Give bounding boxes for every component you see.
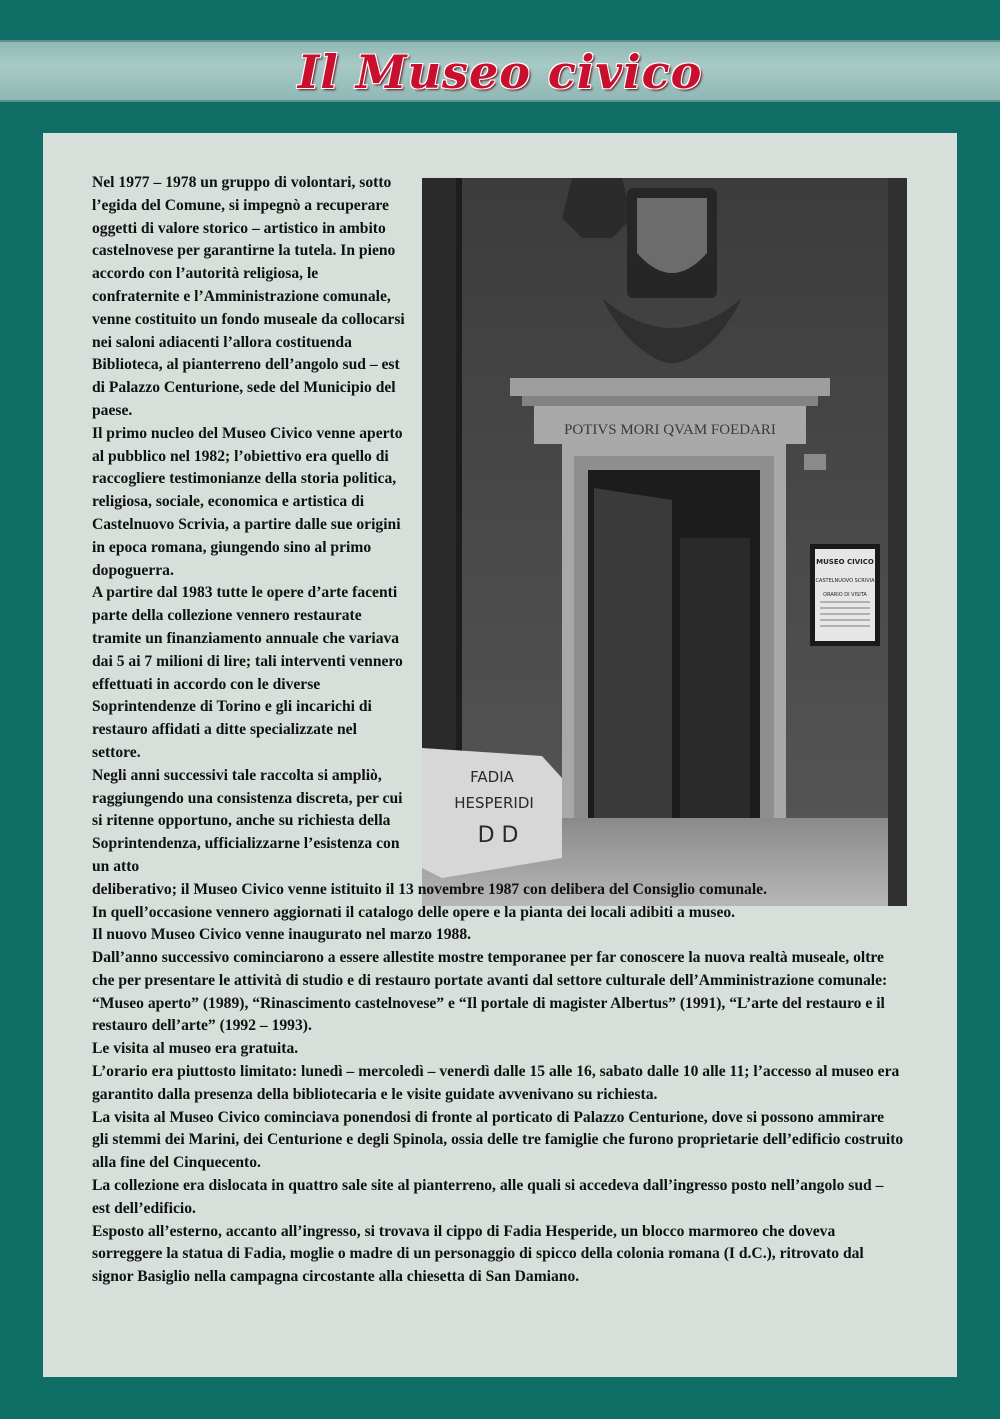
paragraph-8: Dall’anno successivo cominciarono a essere allestite mostre temporanee per far conoscere la nuova realtà museale, oltre che per presentare le attività di studio e di restauro portate avanti dal settore culturale dell’Amministrazione comunale: “Museo aperto” (1989), “Rinascimento castelnovese” e “Il portale di magister Albertus” (1991), “L’arte del restauro e il restauro dell’arte” (1992 – 1993). (92, 949, 888, 1035)
paragraph-11: La visita al Museo Civico cominciava ponendosi di fronte al porticato di Palazzo Centurione, dove si possono ammirare gli stemmi dei Marini, dei Centurione e degli Spinola, ossia delle tre famiglie che furono proprietarie dell’edificio costruito alla fine del Cinquecento. (92, 1108, 904, 1172)
paragraph-12: La collezione era dislocata in quattro sale site al pianterreno, alle quali si accedeva dall’ingresso posto nell’angolo sud – est dell’edificio. (92, 1177, 884, 1217)
door-inscription: POTIVS MORI QVAM FOEDARI (564, 422, 776, 438)
paragraph-1: Nel 1977 – 1978 un gruppo di volontari, sotto l’egida del Comune, si impegnò a recuperare oggetti di valore storico – artistico in ambito castelnovese per garantirne la tutela. In pieno accordo con l’autorità religiosa, le confraternite e l’Amministrazione comunale, venne costituito un fondo museale da collocarsi nei saloni adiacenti l’allora costituenda Biblioteca, al pianterreno dell’angolo sud – est di Palazzo Centurione, sede del Municipio del paese. (92, 174, 405, 419)
paragraph-3: A partire dal 1983 tutte le opere d’arte facenti parte della collezione vennero restaurate tramite un finanziamento annuale che variava dai 5 ai 7 milioni di lire; tali interventi vennero effettuati in accordo con le diverse Soprintendenze di Torino e gli incarichi di restauro affidati a ditte specializzate nel settore. (92, 584, 403, 761)
paragraph-10: L’orario era piuttosto limitato: lunedì – mercoledì – venerdì dalle 15 alle 16, sabato dalle 10 alle 11; l’accesso al museo era garantito dalla presenza della bibliotecaria e le visite guidate avvenivano su richiesta. (92, 1063, 900, 1103)
sign-hours: ORARIO DI VISITA (823, 592, 867, 598)
stone-line-1: FADIA (470, 768, 514, 786)
top-band (0, 0, 1000, 40)
paragraph-5: deliberativo; il Museo Civico venne istituito il 13 novembre 1987 con delibera del Consiglio comunale. (92, 880, 767, 898)
paragraph-2: Il primo nucleo del Museo Civico venne aperto al pubblico nel 1982; l’obiettivo era quello di raccogliere testimonianze della storia politica, religiosa, sociale, economica e artistica di Castelnuovo Scrivia, a partire dalle sue origini in epoca romana, giungendo sino al primo dopoguerra. (92, 424, 403, 579)
paragraph-13: Esposto all’esterno, accanto all’ingresso, si trovava il cippo di Fadia Hesperide, un blocco marmoreo che doveva sorreggere la statua di Fadia, moglie o madre di un personaggio di spicco della colonia romana (I d.C.), ritrovato dal signor Basiglio nella campagna circostante alla chiesetta di San Damiano. (92, 1222, 864, 1286)
stone-line-2: HESPERIDI (454, 794, 534, 812)
paragraph-4: Negli anni successivi tale raccolta si ampliò, raggiungendo una consistenza discreta, per cui si ritenne opportuno, anche su richiesta della Soprintendenza, ufficializzarne l’esistenza con un atto (92, 766, 403, 875)
stone-line-3: D D (477, 823, 519, 848)
sign-subtitle: CASTELNUOVO SCRIVIA (815, 578, 875, 584)
article-text (92, 172, 912, 1289)
paragraph-9: Le visita al museo era gratuita. (92, 1040, 299, 1058)
paragraph-6: In quell’occasione vennero aggiornati il catalogo delle opere e la pianta dei locali adibiti a museo. (92, 903, 736, 921)
sign-title: MUSEO CIVICO (816, 558, 874, 566)
paragraph-7: Il nuovo Museo Civico venne inaugurato nel marzo 1988. (92, 926, 472, 944)
page-title: Il Museo civico (297, 45, 703, 99)
